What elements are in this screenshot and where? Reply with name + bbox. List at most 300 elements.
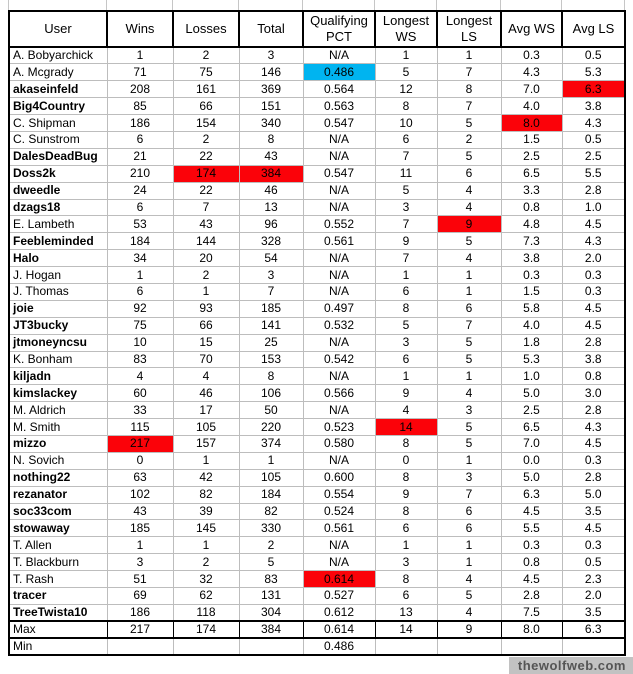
cell-avg-ls: 0.3 — [562, 283, 625, 300]
cell-avg-ls: 3.5 — [562, 503, 625, 520]
cell-wins: 92 — [107, 300, 173, 317]
cell-avg-ws: 7.0 — [501, 435, 562, 452]
cell-user: K. Bonham — [9, 351, 107, 368]
cell-avg-ls: 5.3 — [562, 64, 625, 81]
cell-user: J. Thomas — [9, 283, 107, 300]
cell-wins: 4 — [107, 368, 173, 385]
cell-avg-ls: 6.3 — [562, 81, 625, 98]
gridline-stub — [302, 0, 303, 10]
table-row — [9, 165, 625, 182]
table-row — [9, 148, 625, 165]
cell-avg-ws: 7.0 — [501, 81, 562, 98]
cell-user: Halo — [9, 250, 107, 267]
cell-total: 374 — [239, 435, 303, 452]
cell-losses: 22 — [173, 148, 239, 165]
gridline-stub — [238, 0, 239, 10]
cell-longest-ws: 9 — [375, 385, 437, 402]
cell-user: Big4Country — [9, 98, 107, 115]
cell-longest-ls: 6 — [437, 503, 501, 520]
gridline-stub — [436, 0, 437, 10]
col-header-qualifying-pct: Qualifying PCT — [303, 11, 375, 47]
cell-qualifying-pct: 0.564 — [303, 81, 375, 98]
cell-qualifying-pct: 0.542 — [303, 351, 375, 368]
cell-total: 106 — [239, 385, 303, 402]
cell-avg-ws: 2.5 — [501, 402, 562, 419]
cell-losses: 7 — [173, 199, 239, 216]
cell-total: 83 — [239, 571, 303, 588]
gridline-stub — [624, 0, 625, 10]
cell-losses: 15 — [173, 334, 239, 351]
cell-wins: 217 — [107, 435, 173, 452]
cell-user: nothing22 — [9, 469, 107, 486]
cell-avg-ls: 2.0 — [562, 588, 625, 605]
cell-longest-ls: 7 — [437, 64, 501, 81]
cell-longest-ws: 8 — [375, 435, 437, 452]
cell-total: 7 — [239, 283, 303, 300]
cell-qualifying-pct: 0.486 — [303, 64, 375, 81]
col-header-longest-ls: Longest LS — [437, 11, 501, 47]
cell-user: jtmoneyncsu — [9, 334, 107, 351]
cell-losses: 118 — [173, 604, 239, 621]
cell-user: rezanator — [9, 486, 107, 503]
cell-qualifying-pct: N/A — [303, 267, 375, 284]
cell-wins: 71 — [107, 64, 173, 81]
cell-losses: 66 — [173, 98, 239, 115]
cell-total: 54 — [239, 250, 303, 267]
cell-avg-ws: 3.8 — [501, 250, 562, 267]
cell-user: Doss2k — [9, 165, 107, 182]
cell-avg-ws: 6.5 — [501, 165, 562, 182]
cell-losses: 46 — [173, 385, 239, 402]
cell-avg-ws: 4.8 — [501, 216, 562, 233]
cell-longest-ls: 5 — [437, 148, 501, 165]
cell-losses: 154 — [173, 115, 239, 132]
cell-total: 1 — [239, 452, 303, 469]
summary-row-max — [9, 621, 625, 638]
cell-longest-ls: 1 — [437, 554, 501, 571]
cell-avg-ws: 1.0 — [501, 368, 562, 385]
cell-longest-ws — [375, 638, 437, 655]
cell-total: 5 — [239, 554, 303, 571]
table-row — [9, 216, 625, 233]
cell-wins: 217 — [107, 621, 173, 638]
cell-losses: 93 — [173, 300, 239, 317]
cell-wins: 1 — [107, 267, 173, 284]
table-row — [9, 182, 625, 199]
cell-longest-ls: 3 — [437, 402, 501, 419]
cell-qualifying-pct: 0.600 — [303, 469, 375, 486]
cell-longest-ws: 6 — [375, 588, 437, 605]
cell-avg-ws: 0.3 — [501, 47, 562, 64]
cell-losses: 70 — [173, 351, 239, 368]
cell-longest-ws: 11 — [375, 165, 437, 182]
cell-avg-ls: 2.5 — [562, 148, 625, 165]
cell-qualifying-pct: N/A — [303, 182, 375, 199]
table-row — [9, 64, 625, 81]
cell-longest-ls: 7 — [437, 98, 501, 115]
gridline-stub — [172, 0, 173, 10]
cell-qualifying-pct: N/A — [303, 537, 375, 554]
cell-user: DalesDeadBug — [9, 148, 107, 165]
cell-qualifying-pct: 0.486 — [303, 638, 375, 655]
cell-avg-ws: 4.0 — [501, 98, 562, 115]
cell-avg-ws: 8.0 — [501, 621, 562, 638]
cell-longest-ls: 1 — [437, 47, 501, 64]
cell-wins: 6 — [107, 283, 173, 300]
cell-user: tracer — [9, 588, 107, 605]
cell-wins: 60 — [107, 385, 173, 402]
table-row — [9, 435, 625, 452]
cell-losses: 62 — [173, 588, 239, 605]
cell-qualifying-pct: N/A — [303, 452, 375, 469]
table-row — [9, 537, 625, 554]
table-header-row — [9, 11, 625, 47]
cell-wins: 208 — [107, 81, 173, 98]
cell-losses: 43 — [173, 216, 239, 233]
cell-user: TreeTwista10 — [9, 604, 107, 621]
table-row — [9, 604, 625, 621]
cell-user: Feebleminded — [9, 233, 107, 250]
cell-avg-ws: 1.8 — [501, 334, 562, 351]
table-row — [9, 300, 625, 317]
cell-wins: 186 — [107, 604, 173, 621]
cell-longest-ws: 1 — [375, 537, 437, 554]
cell-avg-ls: 0.5 — [562, 131, 625, 148]
cell-longest-ls: 4 — [437, 385, 501, 402]
cell-longest-ws: 8 — [375, 98, 437, 115]
cell-total: 384 — [239, 621, 303, 638]
cell-longest-ls: 4 — [437, 182, 501, 199]
cell-avg-ws: 4.3 — [501, 64, 562, 81]
cell-avg-ls: 4.3 — [562, 115, 625, 132]
cell-losses: 75 — [173, 64, 239, 81]
cell-user: M. Smith — [9, 419, 107, 436]
cell-avg-ls: 2.8 — [562, 469, 625, 486]
summary-row-min — [9, 638, 625, 655]
cell-avg-ws: 5.3 — [501, 351, 562, 368]
cell-total: 146 — [239, 64, 303, 81]
cell-losses: 2 — [173, 554, 239, 571]
cell-avg-ws: 0.3 — [501, 537, 562, 554]
cell-avg-ls: 1.0 — [562, 199, 625, 216]
cell-longest-ws: 13 — [375, 604, 437, 621]
cell-avg-ws: 3.3 — [501, 182, 562, 199]
table-row — [9, 402, 625, 419]
cell-total: 220 — [239, 419, 303, 436]
col-header-avg-ws: Avg WS — [501, 11, 562, 47]
cell-user: soc33com — [9, 503, 107, 520]
cell-avg-ls: 4.5 — [562, 216, 625, 233]
cell-avg-ls: 0.3 — [562, 452, 625, 469]
table-row — [9, 385, 625, 402]
cell-losses: 82 — [173, 486, 239, 503]
cell-longest-ls: 2 — [437, 131, 501, 148]
cell-user: M. Aldrich — [9, 402, 107, 419]
cell-avg-ls: 4.3 — [562, 419, 625, 436]
cell-qualifying-pct: N/A — [303, 148, 375, 165]
cell-losses — [173, 638, 239, 655]
cell-user: joie — [9, 300, 107, 317]
cell-longest-ws: 0 — [375, 452, 437, 469]
cell-longest-ws: 5 — [375, 182, 437, 199]
cell-wins: 33 — [107, 402, 173, 419]
table-row — [9, 250, 625, 267]
table-row — [9, 588, 625, 605]
table-row — [9, 199, 625, 216]
table-row — [9, 554, 625, 571]
cell-longest-ls: 7 — [437, 317, 501, 334]
table-row — [9, 486, 625, 503]
cell-avg-ws — [501, 638, 562, 655]
excel-gridline-stubs — [0, 0, 633, 10]
cell-qualifying-pct: N/A — [303, 554, 375, 571]
cell-qualifying-pct: 0.552 — [303, 216, 375, 233]
cell-qualifying-pct: N/A — [303, 368, 375, 385]
cell-longest-ls: 7 — [437, 486, 501, 503]
cell-longest-ws: 3 — [375, 334, 437, 351]
cell-qualifying-pct: 0.561 — [303, 233, 375, 250]
cell-longest-ls: 4 — [437, 571, 501, 588]
cell-longest-ws: 5 — [375, 64, 437, 81]
table-row — [9, 334, 625, 351]
cell-avg-ws: 5.5 — [501, 520, 562, 537]
table-row — [9, 368, 625, 385]
cell-longest-ws: 8 — [375, 503, 437, 520]
cell-qualifying-pct: 0.524 — [303, 503, 375, 520]
gridline-stub — [8, 0, 9, 10]
cell-user: Max — [9, 621, 107, 638]
col-header-user: User — [9, 11, 107, 47]
cell-wins: 21 — [107, 148, 173, 165]
cell-total: 3 — [239, 47, 303, 64]
cell-avg-ls: 5.5 — [562, 165, 625, 182]
cell-longest-ws: 8 — [375, 571, 437, 588]
cell-losses: 1 — [173, 452, 239, 469]
cell-qualifying-pct: 0.566 — [303, 385, 375, 402]
cell-user: C. Shipman — [9, 115, 107, 132]
cell-losses: 66 — [173, 317, 239, 334]
cell-longest-ws: 6 — [375, 351, 437, 368]
cell-wins: 83 — [107, 351, 173, 368]
cell-wins: 186 — [107, 115, 173, 132]
cell-user: T. Rash — [9, 571, 107, 588]
cell-user: T. Blackburn — [9, 554, 107, 571]
cell-total: 46 — [239, 182, 303, 199]
cell-losses: 157 — [173, 435, 239, 452]
cell-longest-ws: 8 — [375, 469, 437, 486]
table-row — [9, 115, 625, 132]
gridline-stub — [106, 0, 107, 10]
table-row — [9, 503, 625, 520]
cell-wins: 185 — [107, 520, 173, 537]
cell-longest-ls: 5 — [437, 435, 501, 452]
cell-longest-ls: 1 — [437, 368, 501, 385]
cell-avg-ws: 5.8 — [501, 300, 562, 317]
cell-qualifying-pct: N/A — [303, 250, 375, 267]
cell-qualifying-pct: N/A — [303, 334, 375, 351]
cell-wins: 1 — [107, 537, 173, 554]
cell-losses: 2 — [173, 131, 239, 148]
table-row — [9, 419, 625, 436]
cell-longest-ws: 6 — [375, 520, 437, 537]
cell-losses: 32 — [173, 571, 239, 588]
table-row — [9, 317, 625, 334]
table-row — [9, 98, 625, 115]
cell-avg-ws: 4.5 — [501, 571, 562, 588]
cell-user: J. Hogan — [9, 267, 107, 284]
cell-avg-ls: 0.3 — [562, 267, 625, 284]
cell-longest-ws: 8 — [375, 300, 437, 317]
cell-wins: 6 — [107, 131, 173, 148]
cell-longest-ws: 3 — [375, 554, 437, 571]
cell-losses: 174 — [173, 621, 239, 638]
cell-user: E. Lambeth — [9, 216, 107, 233]
table-row — [9, 452, 625, 469]
cell-longest-ws: 4 — [375, 402, 437, 419]
watermark: thewolfweb.com — [509, 657, 633, 674]
gridline-stub — [561, 0, 562, 10]
cell-wins: 63 — [107, 469, 173, 486]
cell-longest-ws: 9 — [375, 233, 437, 250]
table-row — [9, 571, 625, 588]
cell-losses: 174 — [173, 165, 239, 182]
cell-qualifying-pct: N/A — [303, 283, 375, 300]
cell-avg-ws: 7.3 — [501, 233, 562, 250]
cell-user: stowaway — [9, 520, 107, 537]
cell-longest-ws: 6 — [375, 283, 437, 300]
cell-longest-ls: 1 — [437, 283, 501, 300]
cell-longest-ws: 6 — [375, 131, 437, 148]
cell-total: 2 — [239, 537, 303, 554]
cell-total: 25 — [239, 334, 303, 351]
cell-longest-ls: 4 — [437, 199, 501, 216]
cell-wins: 43 — [107, 503, 173, 520]
cell-longest-ws: 14 — [375, 621, 437, 638]
cell-user: akaseinfeld — [9, 81, 107, 98]
cell-avg-ls: 2.3 — [562, 571, 625, 588]
cell-longest-ls: 5 — [437, 588, 501, 605]
cell-avg-ls: 0.3 — [562, 537, 625, 554]
cell-total: 328 — [239, 233, 303, 250]
table-row — [9, 351, 625, 368]
cell-qualifying-pct: 0.614 — [303, 571, 375, 588]
cell-avg-ls: 4.5 — [562, 520, 625, 537]
cell-total: 184 — [239, 486, 303, 503]
cell-avg-ls: 2.8 — [562, 334, 625, 351]
cell-avg-ls: 2.8 — [562, 402, 625, 419]
cell-user: T. Allen — [9, 537, 107, 554]
cell-user: C. Sunstrom — [9, 131, 107, 148]
cell-losses: 20 — [173, 250, 239, 267]
cell-wins: 3 — [107, 554, 173, 571]
cell-avg-ls: 3.5 — [562, 604, 625, 621]
cell-qualifying-pct: N/A — [303, 47, 375, 64]
cell-wins: 75 — [107, 317, 173, 334]
cell-qualifying-pct: 0.523 — [303, 419, 375, 436]
cell-longest-ws: 1 — [375, 47, 437, 64]
cell-longest-ws: 1 — [375, 267, 437, 284]
cell-total: 8 — [239, 368, 303, 385]
cell-longest-ls: 4 — [437, 604, 501, 621]
cell-losses: 4 — [173, 368, 239, 385]
cell-avg-ws: 2.8 — [501, 588, 562, 605]
cell-wins: 69 — [107, 588, 173, 605]
cell-qualifying-pct: 0.561 — [303, 520, 375, 537]
cell-avg-ws: 7.5 — [501, 604, 562, 621]
cell-qualifying-pct: N/A — [303, 131, 375, 148]
col-header-longest-ws: Longest WS — [375, 11, 437, 47]
cell-user: JT3bucky — [9, 317, 107, 334]
col-header-avg-ls: Avg LS — [562, 11, 625, 47]
table-row — [9, 267, 625, 284]
cell-qualifying-pct: N/A — [303, 199, 375, 216]
cell-wins: 6 — [107, 199, 173, 216]
table-row — [9, 283, 625, 300]
cell-avg-ws: 6.5 — [501, 419, 562, 436]
cell-avg-ws: 0.8 — [501, 199, 562, 216]
cell-longest-ws: 1 — [375, 368, 437, 385]
table-row — [9, 233, 625, 250]
cell-wins: 85 — [107, 98, 173, 115]
cell-total: 340 — [239, 115, 303, 132]
cell-longest-ls: 5 — [437, 334, 501, 351]
cell-user: kiljadn — [9, 368, 107, 385]
cell-losses: 42 — [173, 469, 239, 486]
cell-losses: 39 — [173, 503, 239, 520]
cell-longest-ls: 1 — [437, 267, 501, 284]
cell-total: 3 — [239, 267, 303, 284]
cell-avg-ls: 4.5 — [562, 317, 625, 334]
stats-table — [8, 10, 626, 656]
cell-losses: 2 — [173, 47, 239, 64]
cell-avg-ls: 0.5 — [562, 47, 625, 64]
cell-avg-ws: 0.3 — [501, 267, 562, 284]
cell-avg-ws: 4.5 — [501, 503, 562, 520]
cell-longest-ws: 10 — [375, 115, 437, 132]
cell-total: 153 — [239, 351, 303, 368]
cell-losses: 17 — [173, 402, 239, 419]
cell-avg-ws: 4.0 — [501, 317, 562, 334]
cell-wins: 210 — [107, 165, 173, 182]
cell-total: 8 — [239, 131, 303, 148]
cell-wins: 184 — [107, 233, 173, 250]
cell-qualifying-pct: 0.614 — [303, 621, 375, 638]
cell-qualifying-pct: 0.563 — [303, 98, 375, 115]
table-row — [9, 131, 625, 148]
cell-user: A. Mcgrady — [9, 64, 107, 81]
cell-user: kimslackey — [9, 385, 107, 402]
cell-avg-ws: 6.3 — [501, 486, 562, 503]
col-header-wins: Wins — [107, 11, 173, 47]
col-header-total: Total — [239, 11, 303, 47]
cell-avg-ls: 3.0 — [562, 385, 625, 402]
cell-avg-ls: 6.3 — [562, 621, 625, 638]
cell-longest-ls: 6 — [437, 165, 501, 182]
cell-avg-ls: 5.0 — [562, 486, 625, 503]
cell-total: 13 — [239, 199, 303, 216]
cell-avg-ls: 3.8 — [562, 98, 625, 115]
cell-longest-ws: 3 — [375, 199, 437, 216]
cell-avg-ws: 5.0 — [501, 469, 562, 486]
table-row — [9, 47, 625, 64]
cell-user: dweedle — [9, 182, 107, 199]
cell-wins: 10 — [107, 334, 173, 351]
cell-user: dzags18 — [9, 199, 107, 216]
cell-qualifying-pct: 0.547 — [303, 165, 375, 182]
cell-avg-ws: 0.8 — [501, 554, 562, 571]
cell-wins: 24 — [107, 182, 173, 199]
cell-avg-ls: 4.5 — [562, 435, 625, 452]
